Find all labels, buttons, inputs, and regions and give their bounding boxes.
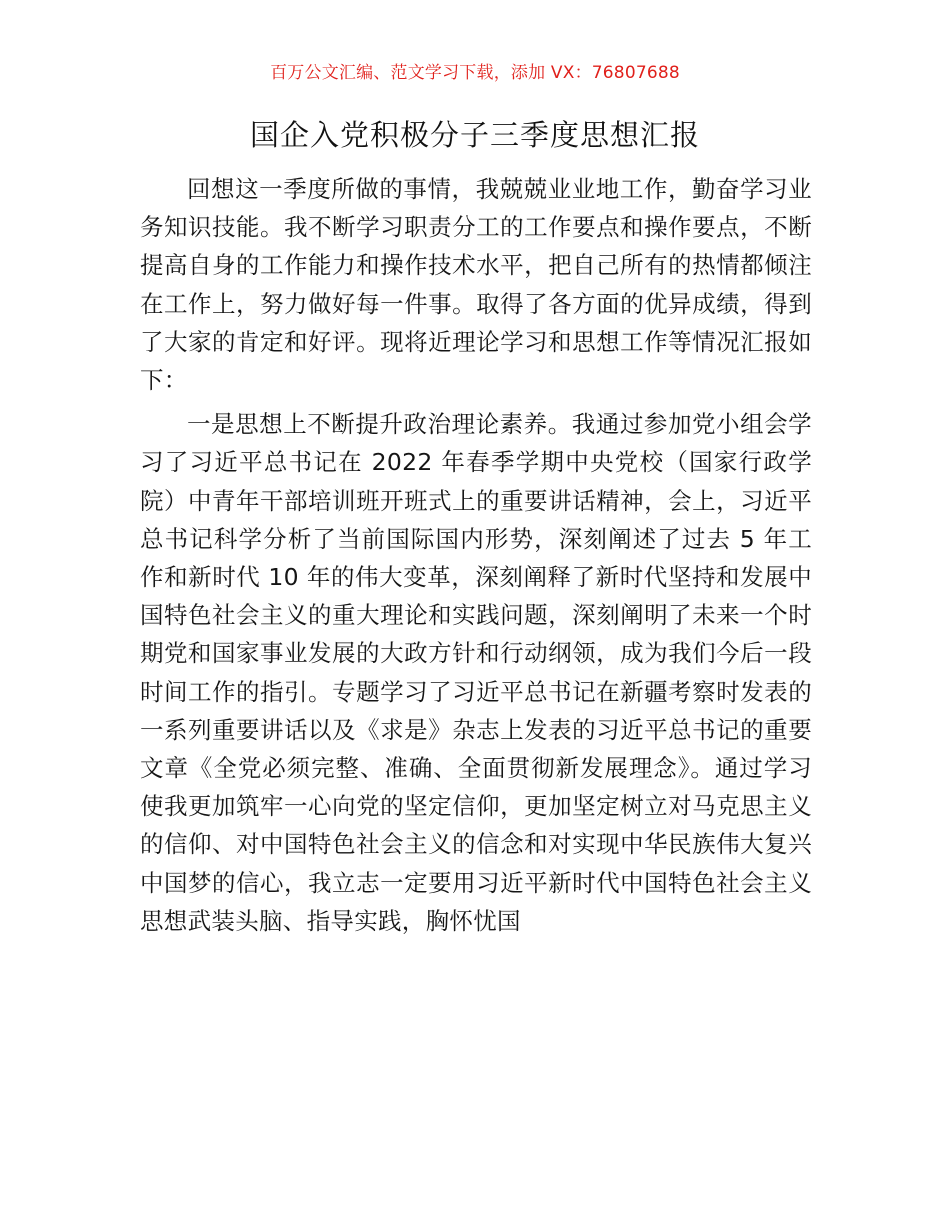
paragraph-ideology: 一是思想上不断提升政治理论素养。我通过参加党小组会学习了习近平总书记在 2022 年春季学期中央党校（国家行政学院）中青年干部培训班开班式上的重要讲话精神，会上，习近平总书记科学分析了当前国际国内形势，深刻阐述了过去 5 年工作和新时代 10 年的伟大变革，深刻阐释了新时代坚持和发展中国特色社会主义的重大理论和实践问题，深刻阐明了未来一个时期党和国家事业发展的大政方针和行动纲领，成为我们今后一段时间工作的指引。专题学习了习近平总书记在新疆考察时发表的一系列重要讲话以及《求是》杂志上发表的习近平总书记的重要文章《全党必须完整、准确、全面贯彻新发展理念》。通过学习使我更加筑牢一心向党的坚定信仰，更加坚定树立对马克思主义的信仰、对中国特色社会主义的信念和对实现中华民族伟大复兴中国梦的信心，我立志一定要用习近平新时代中国特色社会主义思想武装头脑、指导实践，胸怀忧国 [140,410,812,935]
document-title: 国企入党积极分子三季度思想汇报 [249,118,700,152]
document-body [140,170,812,946]
promo-header: 百万公文汇编、范文学习下载，添加 VX：76807688 [270,63,680,83]
paragraph-intro: 回想这一季度所做的事情，我兢兢业业地工作，勤奋学习业务知识技能。我不断学习职责分工的工作要点和操作要点，不断提高自身的工作能力和操作技术水平，把自己所有的热情都倾注在工作上，努力做好每一件事。取得了各方面的优异成绩，得到了大家的肯定和好评。现将近理论学习和思想工作等情况汇报如下： [140,175,812,395]
